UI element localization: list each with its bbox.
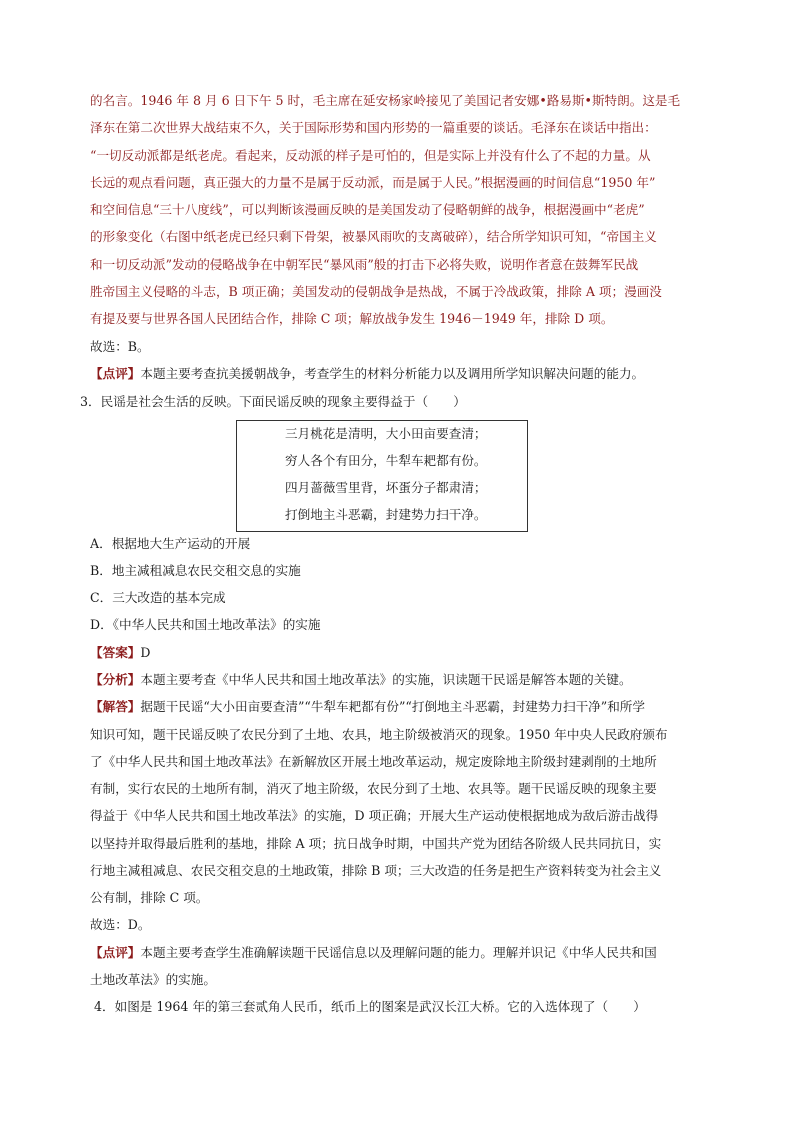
q2-analysis-line-4: 长远的观点看问题，真正强大的力量不是属于反动派，而是属于人民。”根据漫画的时间信息“1950 年”: [90, 175, 656, 190]
q3-solution-line-8: 公有制，排除 C 项。: [90, 890, 209, 905]
q3-analysis-text: 本题主要考查《中华人民共和国土地改革法》的实施，识读题干民谣是解答本题的关键。: [140, 672, 632, 687]
q3-solution-tag: 【解答】: [90, 699, 141, 714]
q3-solution-line-7: 行地主减租减息、农民交租交息的土地政策，排除 B 项；三大改造的任务是把生产资料转变为社会主义: [90, 863, 662, 878]
q2-comment: [90, 364, 710, 384]
q3-solution-line-5: 得益于《中华人民共和国土地改革法》的实施，D 项正确；开展大生产运动使根据地成为敌后游击战得: [90, 808, 659, 823]
q2-comment-tag: 【点评】: [90, 366, 141, 381]
q2-choice: 故选：B。: [90, 339, 150, 354]
q3-analysis-tag: 【分析】: [90, 672, 141, 687]
q3-comment-line-2: 土地改革法》的实施。: [90, 972, 216, 987]
q3-option-d: D．《中华人民共和国土地改革法》的实施: [90, 617, 321, 632]
q3-poem-line-4: 打倒地主斗恶霸，封建势力扫干净。: [285, 507, 487, 522]
q3-answer-text: D: [140, 645, 151, 660]
q2-analysis-line-9: 有提及要与世界各国人民团结合作，排除 C 项；解放战争发生 1946－1949 年，排除 D 项。: [90, 311, 614, 326]
q3-option-b: B．地主减租减息农民交租交息的实施: [90, 563, 301, 578]
q3-analysis: [90, 670, 710, 690]
q3-poem-line-2: 穷人各个有田分，牛犁车耙都有份。: [285, 453, 487, 468]
q3-solution-line-2: 知识可知，题干民谣反映了农民分到了土地、农具，地主阶级被消灭的现象。1950 年中央人民政府颁布: [90, 727, 668, 742]
q3-solution-line-4: 有制，实行农民的土地所有制，消灭了地主阶级，农民分到了土地、农具等。题干民谣反映的现象主要: [90, 781, 657, 796]
q2-analysis-line-1: 的名言。1946 年 8 月 6 日下午 5 时，毛主席在延安杨家岭接见了美国记者安娜•路易斯•斯特朗。这是毛: [90, 93, 681, 108]
q3-poem-box: [236, 420, 528, 532]
q2-analysis-line-2: 泽东在第二次世界大战结束不久，关于国际形势和国内形势的一篇重要的谈话。毛泽东在谈话中指出：: [90, 120, 657, 135]
q3-answer: [90, 643, 710, 663]
q3-poem-line-1: 三月桃花是清明，大小田亩要查清；: [285, 426, 487, 441]
q3-option-a: A．根据地大生产运动的开展: [90, 536, 251, 551]
q3-answer-tag: 【答案】: [90, 645, 141, 660]
q3-solution-line-6: 以坚持并取得最后胜利的基地，排除 A 项；抗日战争时期，中国共产党为团结各阶级人民共同抗日，实: [90, 836, 662, 851]
q2-analysis-line-7: 和一切反动派”发动的侵略战争在中朝军民“暴风雨”般的打击下必将失败，说明作者意在鼓舞军民战: [90, 257, 639, 272]
q3-comment-line-1: [90, 943, 710, 963]
q2-analysis-line-8: 胜帝国主义侵略的斗志，B 项正确；美国发动的侵朝战争是热战，不属于冷战政策，排除 A 项；漫画没: [90, 284, 662, 299]
q3-solution-text-1: 据题干民谣“大小田亩要查清”“牛犁车耙都有份”“打倒地主斗恶霸，封建势力扫干净”和所学: [140, 699, 645, 714]
q3-solution-line-3: 了《中华人民共和国土地改革法》在新解放区开展土地改革运动，规定废除地主阶级封建剥削的土地所: [90, 754, 657, 769]
q3-choice: 故选：D。: [90, 917, 151, 932]
q3-comment-tag: 【点评】: [90, 945, 141, 960]
q2-comment-text: 本题主要考查抗美援朝战争，考查学生的材料分析能力以及调用所学知识解决问题的能力。: [140, 366, 645, 381]
q3-option-c: C．三大改造的基本完成: [90, 590, 226, 605]
q2-analysis-line-3: “一切反动派都是纸老虎。看起来，反动派的样子是可怕的，但是实际上并没有什么了不起的力量。从: [90, 148, 651, 163]
q2-analysis-line-6: 的形象变化（右图中纸老虎已经只剩下骨架，被暴风雨吹的支离破碎），结合所学知识可知，“帝国主义: [90, 229, 657, 244]
q2-analysis-line-5: 和空间信息“三十八度线”，可以判断该漫画反映的是美国发动了侵略朝鲜的战争，根据漫画中“老虎”: [90, 202, 645, 217]
q3-stem: 3．民谣是社会生活的反映。下面民谣反映的现象主要得益于（ ）: [80, 394, 466, 409]
q3-solution-line-1: [90, 697, 710, 717]
q3-poem-line-3: 四月蔷薇雪里背，坏蛋分子都肃清；: [285, 480, 487, 495]
q3-comment-text-1: 本题主要考查学生准确解读题干民谣信息以及理解问题的能力。理解并识记《中华人民共和国: [140, 945, 657, 960]
q4-stem: 4．如图是 1964 年的第三套贰角人民币，纸币上的图案是武汉长江大桥。它的入选体现了（ ）: [94, 999, 646, 1014]
